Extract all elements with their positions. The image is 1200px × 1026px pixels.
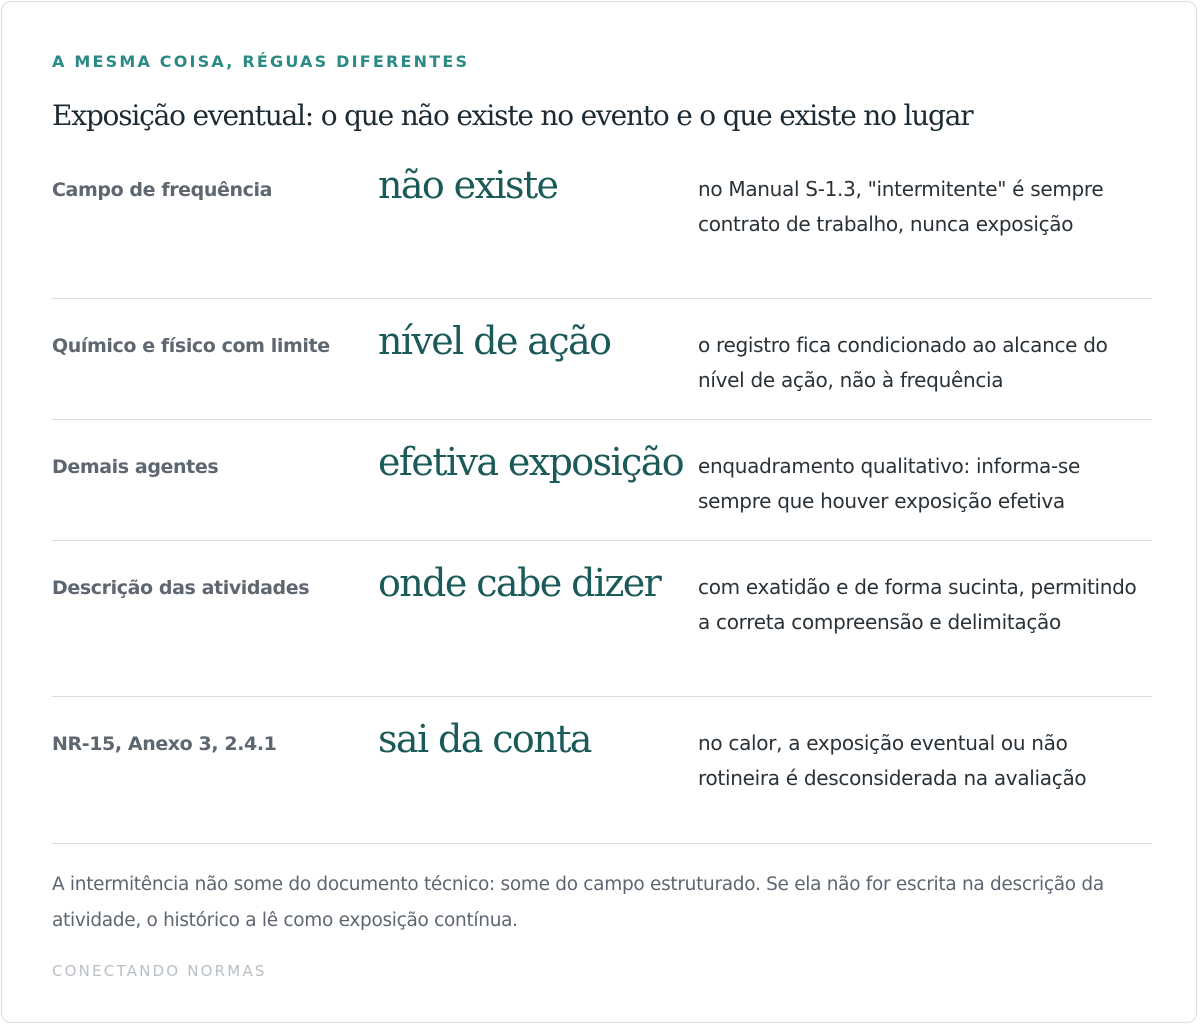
eyebrow-label: A MESMA COISA, RÉGUAS DIFERENTES bbox=[52, 52, 470, 71]
comparison-row bbox=[52, 152, 1152, 299]
row-highlight: sai da conta bbox=[378, 717, 591, 761]
comparison-row bbox=[52, 299, 1152, 420]
row-label: Campo de frequência bbox=[52, 179, 272, 201]
comparison-row bbox=[52, 697, 1152, 844]
info-card bbox=[1, 1, 1197, 1023]
row-description: no calor, a exposição eventual ou não rotineira é desconsiderada na avaliação bbox=[698, 731, 1087, 790]
comparison-row bbox=[52, 420, 1152, 541]
row-label: Químico e físico com limite bbox=[52, 335, 330, 357]
row-highlight: onde cabe dizer bbox=[378, 561, 661, 605]
row-description: o registro fica condicionado ao alcance do nível de ação, não à frequência bbox=[698, 333, 1108, 392]
row-highlight: não existe bbox=[378, 163, 558, 207]
row-label: NR-15, Anexo 3, 2.4.1 bbox=[52, 733, 277, 755]
row-description: no Manual S-1.3, "intermitente" é sempre contrato de trabalho, nunca exposição bbox=[698, 177, 1104, 236]
row-label: Descrição das atividades bbox=[52, 577, 310, 599]
row-divider bbox=[52, 843, 1152, 844]
card-title: Exposição eventual: o que não existe no evento e o que existe no lugar bbox=[52, 99, 973, 132]
row-highlight: nível de ação bbox=[378, 319, 611, 363]
row-highlight: efetiva exposição bbox=[378, 440, 684, 484]
comparison-row bbox=[52, 541, 1152, 697]
footer-note: A intermitência não some do documento técnico: some do campo estruturado. Se ela não for escrita na descrição da atividade, o histórico a lê como exposição contínua. bbox=[52, 874, 1104, 931]
row-label: Demais agentes bbox=[52, 456, 219, 478]
brand-label: CONECTANDO NORMAS bbox=[52, 962, 267, 980]
row-description: com exatidão e de forma sucinta, permitindo a correta compreensão e delimitação bbox=[698, 575, 1137, 634]
row-description: enquadramento qualitativo: informa-se sempre que houver exposição efetiva bbox=[698, 454, 1081, 513]
